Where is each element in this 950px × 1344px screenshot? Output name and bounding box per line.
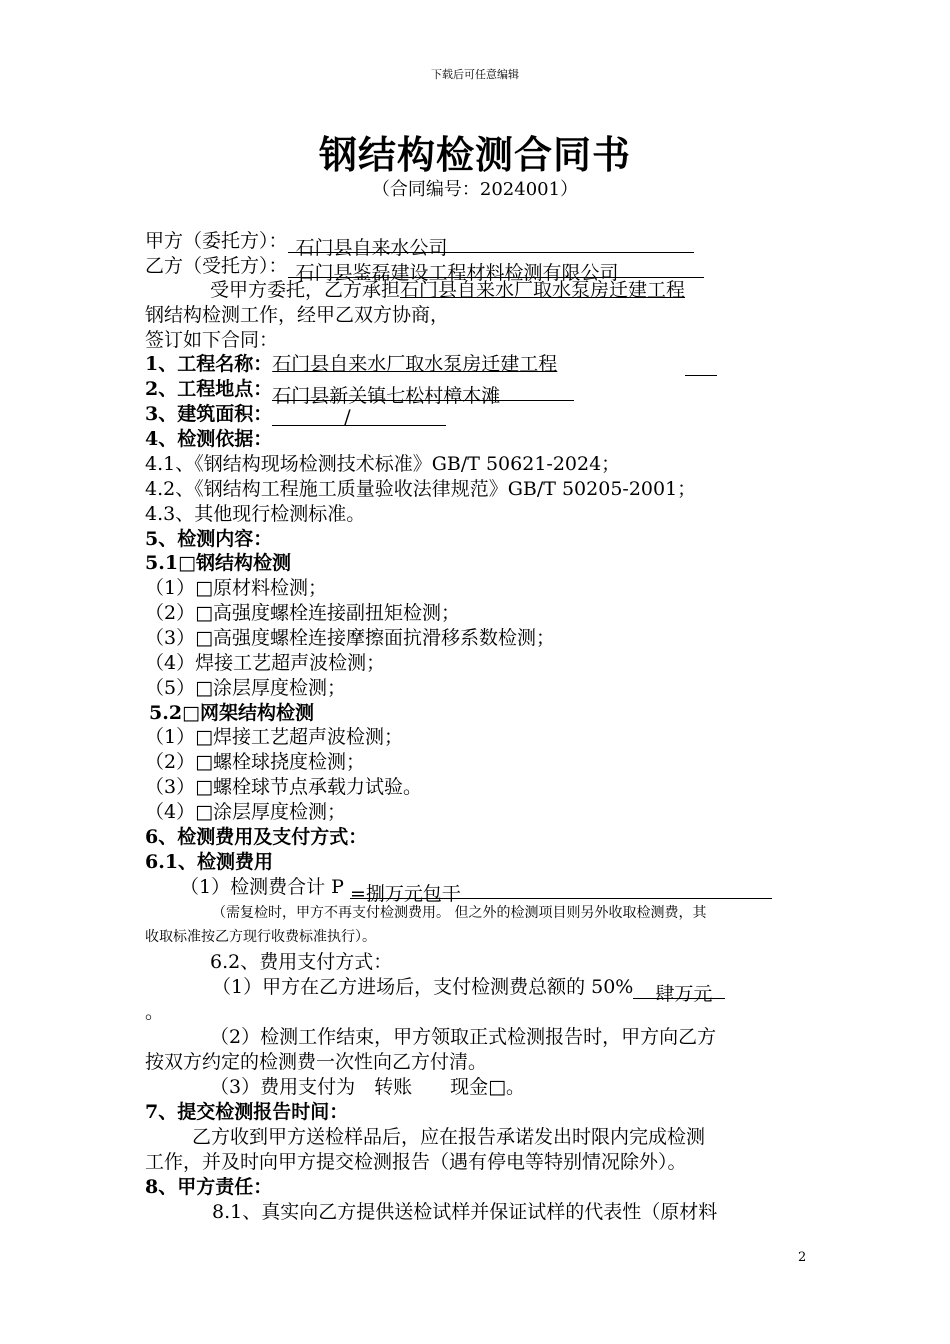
section-4-label: 4、检测依据： [145, 428, 273, 450]
section-5-label: 5、检测内容： [145, 528, 273, 550]
payment-1-field [633, 979, 725, 1005]
payment-1-amount: 肆万元 [655, 983, 713, 1005]
section-6-label: 6、检测费用及支付方式： [145, 826, 368, 848]
intro-line-1 [210, 275, 685, 302]
party-b-label: 乙方（受托方）： [145, 255, 288, 277]
section-5-1-label: 5.1□钢结构检测 [145, 552, 292, 574]
fee-note-line-2: 收取标准按乙方现行收费标准执行）。 [145, 929, 376, 945]
list-item: （2）□螺栓球挠度检测； [145, 751, 366, 773]
party-a-field [288, 233, 694, 259]
list-item: （3）□螺栓球节点承载力试验。 [145, 776, 423, 798]
list-item: （1）□原材料检测； [145, 577, 328, 599]
section-2-label: 2、工程地点： [145, 378, 273, 400]
section-2-field [272, 381, 574, 407]
payment-2-line-1: （2）检测工作结束，甲方领取正式检测报告时，甲方向乙方 [210, 1026, 717, 1048]
intro-text-a: 受甲方委托，乙方承担 [210, 279, 401, 301]
section-6-1-label: 6.1、检测费用 [145, 851, 274, 873]
list-item: （4）□涂层厚度检测； [145, 801, 347, 823]
section-8-1-text: 8.1、真实向乙方提供送检试样并保证试样的代表性（原材料 [212, 1201, 718, 1223]
payment-1-text: （1）甲方在乙方进场后，支付检测费总额的 50% [212, 976, 634, 998]
section-1-trailing-line [685, 356, 717, 376]
list-item: （4）焊接工艺超声波检测； [145, 652, 386, 674]
party-b-value: 石门县鉴磊建设工程材料检测有限公司 [295, 262, 619, 284]
party-a-line [145, 226, 694, 259]
page-header: 下载后可任意编辑 [431, 68, 519, 81]
contract-number: （合同编号：2024001） [371, 179, 579, 200]
standard-4-2: 4.2、《钢结构工程施工质量验收法律规范》GB/T 50205-2001； [145, 478, 697, 500]
party-a-value: 石门县自来水公司 [295, 237, 448, 259]
fee-total-line [180, 872, 772, 905]
list-item: （3）□高强度螺栓连接摩擦面抗滑移系数检测； [145, 627, 556, 649]
page-number: 2 [798, 1250, 807, 1265]
section-3 [145, 399, 446, 426]
section-3-field [272, 406, 446, 426]
intro-project-name: 石门县自来水厂取水泵房迁建工程 [400, 279, 686, 301]
party-a-label: 甲方（委托方）： [145, 230, 288, 252]
list-item: （1）□焊接工艺超声波检测； [145, 726, 404, 748]
section-2-value: 石门县新关镇七松村樟木滩 [272, 385, 501, 407]
section-1-label: 1、工程名称： [145, 353, 273, 375]
intro-line-3: 签订如下合同： [145, 329, 279, 351]
section-1-value: 石门县自来水厂取水泵房迁建工程 [272, 353, 558, 375]
document-title: 钢结构检测合同书 [318, 132, 631, 177]
section-1 [145, 349, 717, 376]
party-b-line [145, 251, 704, 284]
intro-line-2: 钢结构检测工作，经甲乙双方协商， [145, 304, 450, 326]
section-7-text-2: 工作，并及时向甲方提交检测报告（遇有停电等特别情况除外）。 [145, 1151, 687, 1173]
section-7-label: 7、提交检测报告时间： [145, 1101, 349, 1123]
payment-2-line-2: 按双方约定的检测费一次性向乙方付清。 [145, 1051, 488, 1073]
section-3-label: 3、建筑面积： [145, 403, 273, 425]
fee-total-label: （1）检测费合计 P [180, 876, 350, 898]
section-7-text-1: 乙方收到甲方送检样品后，应在报告承诺发出时限内完成检测 [192, 1126, 706, 1148]
section-8-label: 8、甲方责任： [145, 1176, 273, 1198]
payment-3-line: （3）费用支付为 转账 现金□。 [210, 1076, 526, 1098]
fee-total-field [349, 879, 772, 905]
section-6-2-label: 6.2、费用支付方式： [210, 951, 393, 973]
standard-4-3: 4.3、其他现行检测标准。 [145, 503, 366, 525]
fee-total-value: =捌万元包干 [349, 883, 461, 905]
list-item: （2）□高强度螺栓连接副扭矩检测； [145, 602, 461, 624]
section-5-2-label: 5.2□网架结构检测 [149, 702, 315, 724]
fee-note-line-1: （需复检时，甲方不再支付检测费用。 但之外的检测项目则另外收取检测费，其 [212, 905, 707, 921]
standard-4-1: 4.1、《钢结构现场检测技术标准》GB/T 50621-2024； [145, 453, 621, 475]
section-2 [145, 374, 574, 407]
payment-1-end: 。 [145, 1001, 165, 1023]
payment-1-line [212, 972, 725, 1005]
section-3-value: / [344, 406, 351, 428]
list-item: （5）□涂层厚度检测； [145, 677, 347, 699]
